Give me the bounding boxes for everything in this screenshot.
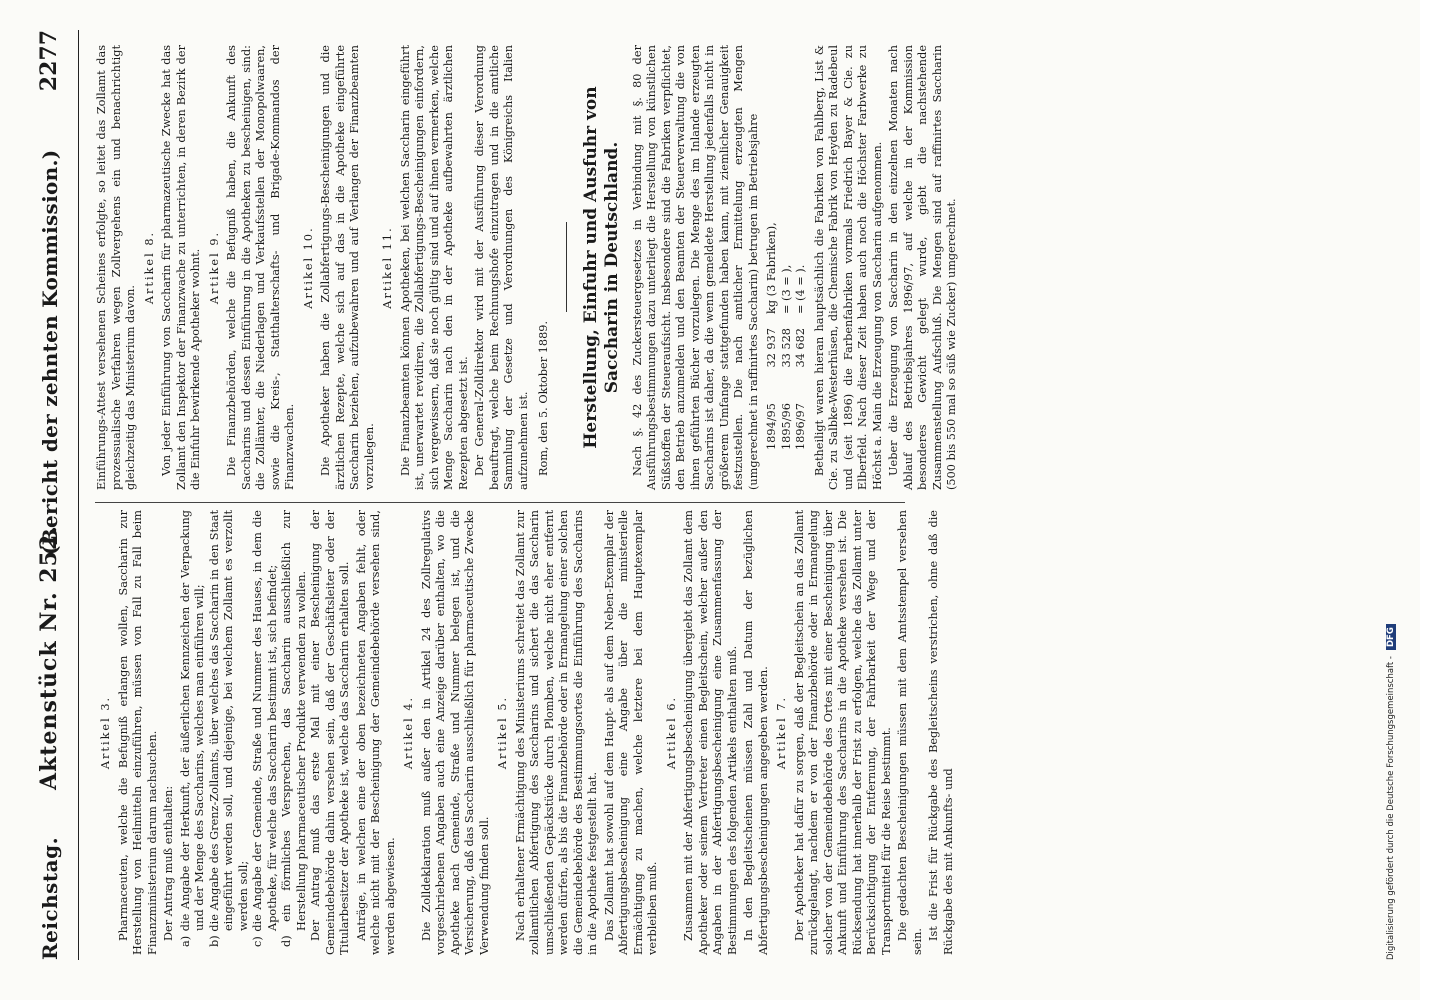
paragraph: Ist die Frist für Rückgabe des Begleitscheins verstrichen, ohne daß die Rückgabe des mit Ankunfts- und: [927, 510, 955, 955]
paragraph: Einführungs-Attest versehenen Scheines erfolgte, so leitet das Zollamt das prozessualische Verfahren wegen Zollvergehens ein und benachrichtigt gleichzeitig das Ministerium davon.: [95, 45, 137, 490]
paragraph: Nach §. 42 des Zuckersteuergesetzes in Verbindung mit §. 80 der Ausführungsbestimmungen dazu unterliegt die Herstellung von künstlichen Süßstoffen der Steueraufsicht. Insbesondere sind die Fabriken verpflichtet, den Betrieb anzumelden und den Beamten der Steuerverwaltung die von ihnen geführten Bücher vorzulegen. Die Menge des im Inlande erzeugten Saccharins ist daher, da die wenn gemeldete Herstellung jedenfalls nicht in größerem Umfange stattgefunden haben kann, mit ziemlicher Genauigkeit festzustellen. Die nach amtlicher Ermittelung erzeugten Mengen (umgerechnet in raffinirtes Saccharin) betrugen im Betriebsjahre: [630, 45, 760, 490]
column-divider: [95, 502, 905, 503]
production-stats: [765, 45, 809, 450]
paragraph: Zusammen mit der Abfertigungsbescheinigung übergiebt das Zollamt dem Apotheker oder seinem Vertreter einen Begleitschein, welcher außer den Angaben in der Abfertigungsbescheinigung eine Zusammenfassung der Bestimmungen des folgenden Artikels enthalten muß.: [682, 510, 739, 955]
paragraph: Anträge, in welchen eine der oben bezeichneten Angaben fehlt, oder welche nicht mit der Bescheinigung der Gemeindebehörde versehen sind, werden abgewiesen.: [354, 510, 397, 955]
list-item: a) die Angabe der Herkunft, der äußerlichen Kennzeichen der Verpackung und der Menge des Saccharins, welches man einführen will;: [178, 510, 206, 947]
stats-note: kg (3 Fabriken),: [765, 222, 778, 314]
section-title: Herstellung, Einfuhr und Ausfuhr von Saccharin in Deutschland.: [580, 86, 622, 449]
header-center: Aktenstück Nr. 252.: [36, 525, 62, 790]
article-11-title: Artikel 11.: [381, 226, 394, 309]
header-right: (Bericht der zehnten Kommission.): [38, 149, 62, 555]
page-header: [22, 30, 79, 960]
article-7-title: Artikel 7.: [775, 695, 788, 770]
stats-year: 1895/96: [779, 403, 793, 450]
date-line: Rom, den 5. Oktober 1889.: [537, 320, 550, 476]
paragraph: Die gedachten Bescheinigungen müssen mit dem Amtsstempel versehen sein.: [896, 510, 924, 955]
stats-row: [780, 45, 795, 450]
paragraph: Der Antrag muß das erste Mal mit einer Bescheinigung der Gemeindebehörde dahin versehen sein, daß der Geschäftsleiter oder der Titularbesitzer der Apotheke ist, welche das Saccharin erhalten soll.: [309, 510, 351, 955]
left-column: [95, 510, 955, 955]
dfg-logo: DFG: [1386, 624, 1396, 650]
article-8-title: Artikel 8.: [142, 230, 156, 305]
credit-text: Digitalisierung gefördert durch die Deutsche Forschungsgemeinschaft -: [1386, 656, 1396, 960]
stats-year: 1894/95: [765, 403, 778, 450]
paragraph: Das Zollamt hat sowohl auf dem Haupt- als auf dem Neben-Exemplar der Abfertigungsbescheinigung eine Angabe über die ministerielle Ermächtigung zu machen, welche letztere bei dem Hauptexemplar verbleiben muß.: [602, 510, 659, 955]
article-5-title: Artikel 5.: [496, 695, 509, 770]
paragraph: Betheiligt waren hieran hauptsächlich die Fabriken von Fahlberg, List & Cie. zu Salbke-Westerhüsen, die Chemische Fabrik von Heyden zu Radebeul und (seit 1896) die Farbenfabriken vormals Friedrich Bayer & Cie. zu Elberfeld. Nach dieser Zeit haben auch noch die Höchster Farbwerke zu Höchst a. Main die Erzeugung von Saccharin aufgenommen.: [812, 45, 884, 490]
paragraph: In den Begleitscheinen müssen Zahl und Datum der bezüglichen Abfertigungsbescheinigungen angegeben werden.: [742, 510, 770, 955]
paragraph: Der Antrag muß enthalten:: [162, 785, 175, 941]
stats-note: = (4 = ).: [794, 264, 807, 314]
article-6-title: Artikel 6.: [664, 695, 678, 770]
digitization-credit: [1386, 30, 1396, 960]
paragraph: Die Finanzbeamten können Apotheken, bei welchen Saccharin eingeführt ist, unerwartet revidiren, die Zollabfertigungs-Bescheinigungen einfordern, sich vergewissern, daß sie noch gültig sind und auf ihnen vermerken, welche Menge Saccharin nach den in der Apotheke aufbewahrten ärztlichen Rezepten abgesetzt ist.: [398, 45, 470, 490]
paragraph: Der Apotheker hat dafür zu sorgen, daß der Begleitschein an das Zollamt zurückgelangt, nachdem er von der Finanzbehörde oder in Ermangelung solcher von der Gemeindebehörde des Ortes mit einer Bescheinigung über Ankunft und Einführung des Saccharins in die Apotheke versehen ist. Die Rücksendung hat innerhalb der Frist zu erfolgen, welche das Zollamt unter Berücksichtigung der Entfernung, der Fahrbarkeit der Wege und der Transportmittel für die Reise bestimmt.: [792, 510, 893, 955]
stats-note: = (3 = ),: [779, 264, 793, 314]
paragraph: Ueber die Erzeugung von Saccharin in den einzelnen Monaten nach Ablauf des Betriebsjahres 1896/97, auf welche in der Kommission besonderes Gewicht gelegt wurde, giebt die nachstehende Zusammenstellung Aufschluß. Die Mengen sind auf raffinirtes Saccharin (500 bis 550 mal so süß wie Zucker) umgerechnet.: [887, 45, 958, 490]
paragraph: Nach erhaltener Ermächtigung des Ministeriums schreitet das Zollamt zur zollamtlichen Abfertigung des Saccharins und sichert die das Saccharin umschließenden Gepäckstücke durch Plomben, welche nicht eher entfernt werden dürfen, als bis die Finanzbehörde oder in Ermangelung einer solchen die Gemeindebehörde des Bestimmungsortes die Einführung des Saccharins in die Apotheke festgestellt hat.: [513, 510, 599, 955]
stats-year: 1896/97: [794, 403, 807, 450]
stats-row: [794, 45, 809, 450]
header-left: Reichstag.: [38, 836, 62, 960]
article-3-title: Artikel 3.: [99, 695, 112, 770]
paragraph: Die Apotheker haben die Zollabfertigungs-Bescheinigungen und die ärztlichen Rezepte, welche sich auf das in die Apotheke eingeführte Saccharin beziehen, aufzubewahren und auf Verlangen der Finanzbeamten vorzulegen.: [319, 45, 376, 490]
stats-value: 34 682: [794, 328, 807, 368]
paragraph: Von jeder Einführung von Saccharin für pharmazeutische Zwecke hat das Zollamt den Inspektor der Finanzwache zu unterrichten, in deren Bezirk der die Einfuhr bewirkende Apotheker wohnt.: [160, 45, 202, 490]
article-9-title: Artikel 9.: [207, 230, 221, 305]
right-column: [95, 45, 958, 490]
list-item: c) die Angabe der Gemeinde, Straße und Nummer des Hauses, in dem die Apotheke, für welche das Saccharin bestimmt ist, sich befindet;: [251, 510, 279, 947]
stats-value: 33 528: [779, 328, 793, 368]
article-4-title: Artikel 4.: [402, 695, 415, 770]
article-10-title: Artikel 10.: [301, 226, 315, 309]
stats-value: 32 937: [765, 328, 778, 368]
paragraph: Die Finanzbehörden, welche die Befugniß haben, die Ankunft des Saccharins und dessen Einführung in die Apotheken zu bescheinigen, sind: die Zollämter, die Niederlagen und Verkaufsstellen der Monopolwaaren, sowie die Kreis-, Statthalterschafts- und Brigade-Kommandos der Finanzwachen.: [225, 45, 296, 490]
paragraph: Die Zolldeklaration muß außer den in Artikel 24 des Zollregulativs vorgeschriebenen Angaben auch eine Anzeige darüber enthalten, wo die Apotheke nach Gemeinde, Straße und Nummer belegen ist, und die Versicherung, daß das Saccharin ausschließlich für pharmaceutische Zwecke Verwendung finden soll.: [419, 510, 491, 955]
section-rule: [566, 223, 567, 313]
list-item: b) die Angabe des Grenz-Zollamts, über welches das Saccharin in den Staat eingeführt werden soll, und diejenige, bei welchem Zollamt es verzollt werden soll;: [207, 510, 250, 947]
paragraph: Der General-Zolldirektor wird mit der Ausführung dieser Verordnung beauftragt, welche beim Rechnungshofe einzutragen und in die amtliche Sammlung der Gesetze und Verordnungen des Königreichs Italien aufzunehmen ist.: [473, 45, 530, 490]
stats-row: [765, 45, 780, 450]
list-item: d) ein förmliches Versprechen, das Saccharin ausschließlich zur Herstellung pharmaceutischer Produkte verwenden zu wollen.: [280, 510, 308, 947]
paragraph: Pharmaceuten, welche die Befugniß erlangen wollen, Saccharin zur Herstellung von Heilmitteln einzuführen, müssen von Fall zu Fall beim Finanzministerium darum nachsuchen.: [116, 510, 159, 955]
page-number: 2277: [36, 30, 62, 92]
